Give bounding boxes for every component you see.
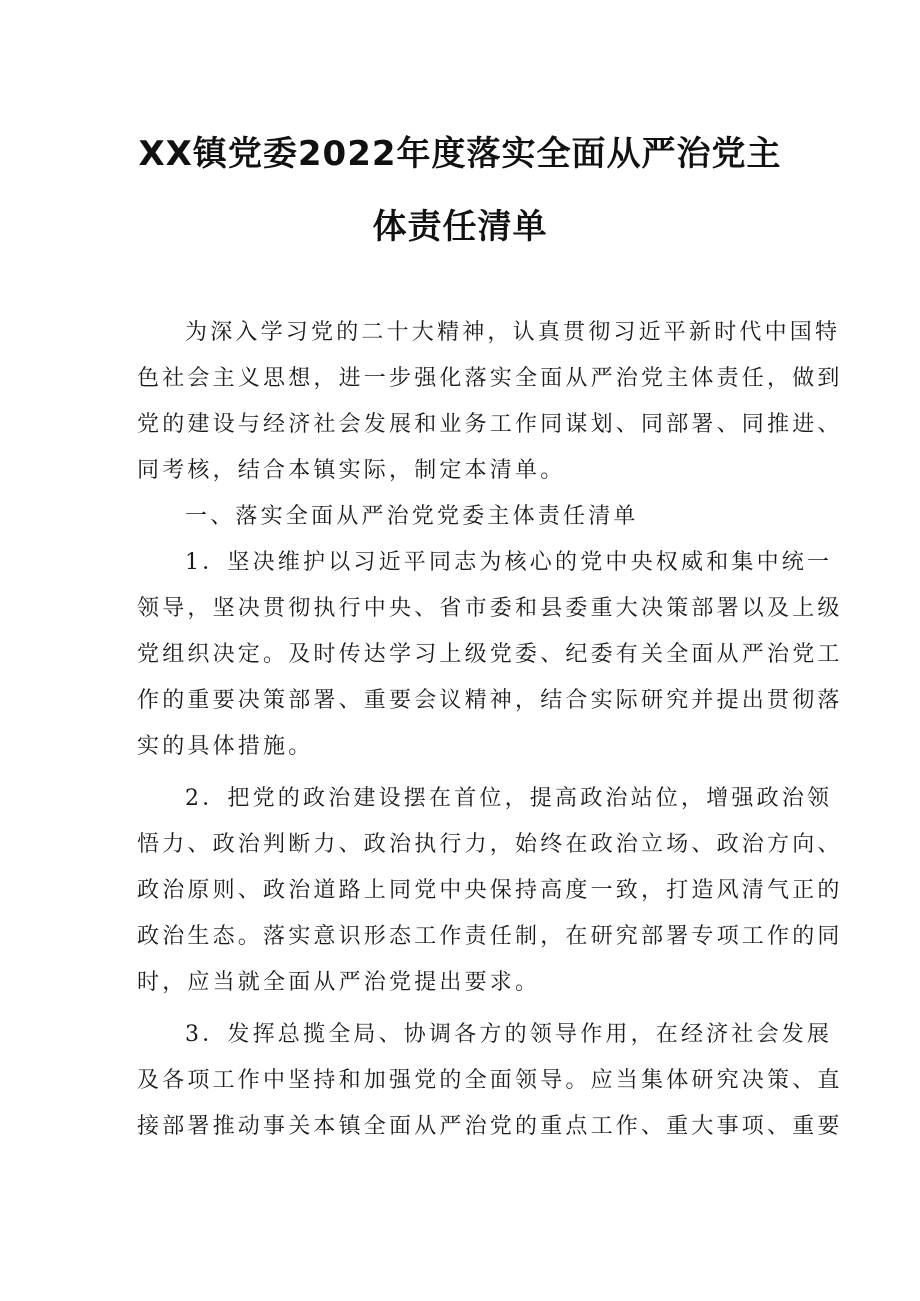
document-title-line-2: 体责任清单 (372, 207, 548, 247)
section-heading: 一、落实全面从严治党党委主体责任清单 (185, 504, 639, 529)
body-line: 悟力、政治判断力、政治执行力，始终在政治立场、政治方向、 (137, 832, 843, 857)
body-line: 接部署推动事关本镇全面从严治党的重点工作、重大事项、重要 (137, 1114, 843, 1139)
body-line: 1．坚决维护以习近平同志为核心的党中央权威和集中统一 (185, 550, 833, 575)
body-line: 政治原则、政治道路上同党中央保持高度一致，打造风清气正的 (137, 878, 843, 903)
document-title-line-1: XX镇党委2022年度落实全面从严治党主 (138, 134, 782, 174)
body-line: 2．把党的政治建设摆在首位，提高政治站位，增强政治领 (185, 786, 833, 811)
body-line: 实的具体措施。 (137, 734, 314, 759)
body-line: 3．发挥总揽全局、协调各方的领导作用，在经济社会发展 (185, 1022, 833, 1047)
body-line: 党组织决定。及时传达学习上级党委、纪委有关全面从严治党工 (137, 642, 843, 667)
document-body (137, 310, 843, 1150)
body-line: 作的重要决策部署、重要会议精神，结合实际研究并提出贯彻落 (137, 688, 843, 713)
body-line: 色社会主义思想，进一步强化落实全面从严治党主体责任，做到 (137, 366, 843, 391)
body-line: 及各项工作中坚持和加强党的全面领导。应当集体研究决策、直 (137, 1068, 843, 1093)
body-line: 时，应当就全面从严治党提出要求。 (137, 970, 541, 995)
body-line: 党的建设与经济社会发展和业务工作同谋划、同部署、同推进、 (137, 412, 843, 437)
body-line: 为深入学习党的二十大精神，认真贯彻习近平新时代中国特 (185, 320, 841, 345)
body-line: 政治生态。落实意识形态工作责任制，在研究部署专项工作的同 (137, 924, 843, 949)
body-line: 同考核，结合本镇实际，制定本清单。 (137, 458, 566, 483)
body-line: 领导，坚决贯彻执行中央、省市委和县委重大决策部署以及上级 (137, 596, 843, 621)
